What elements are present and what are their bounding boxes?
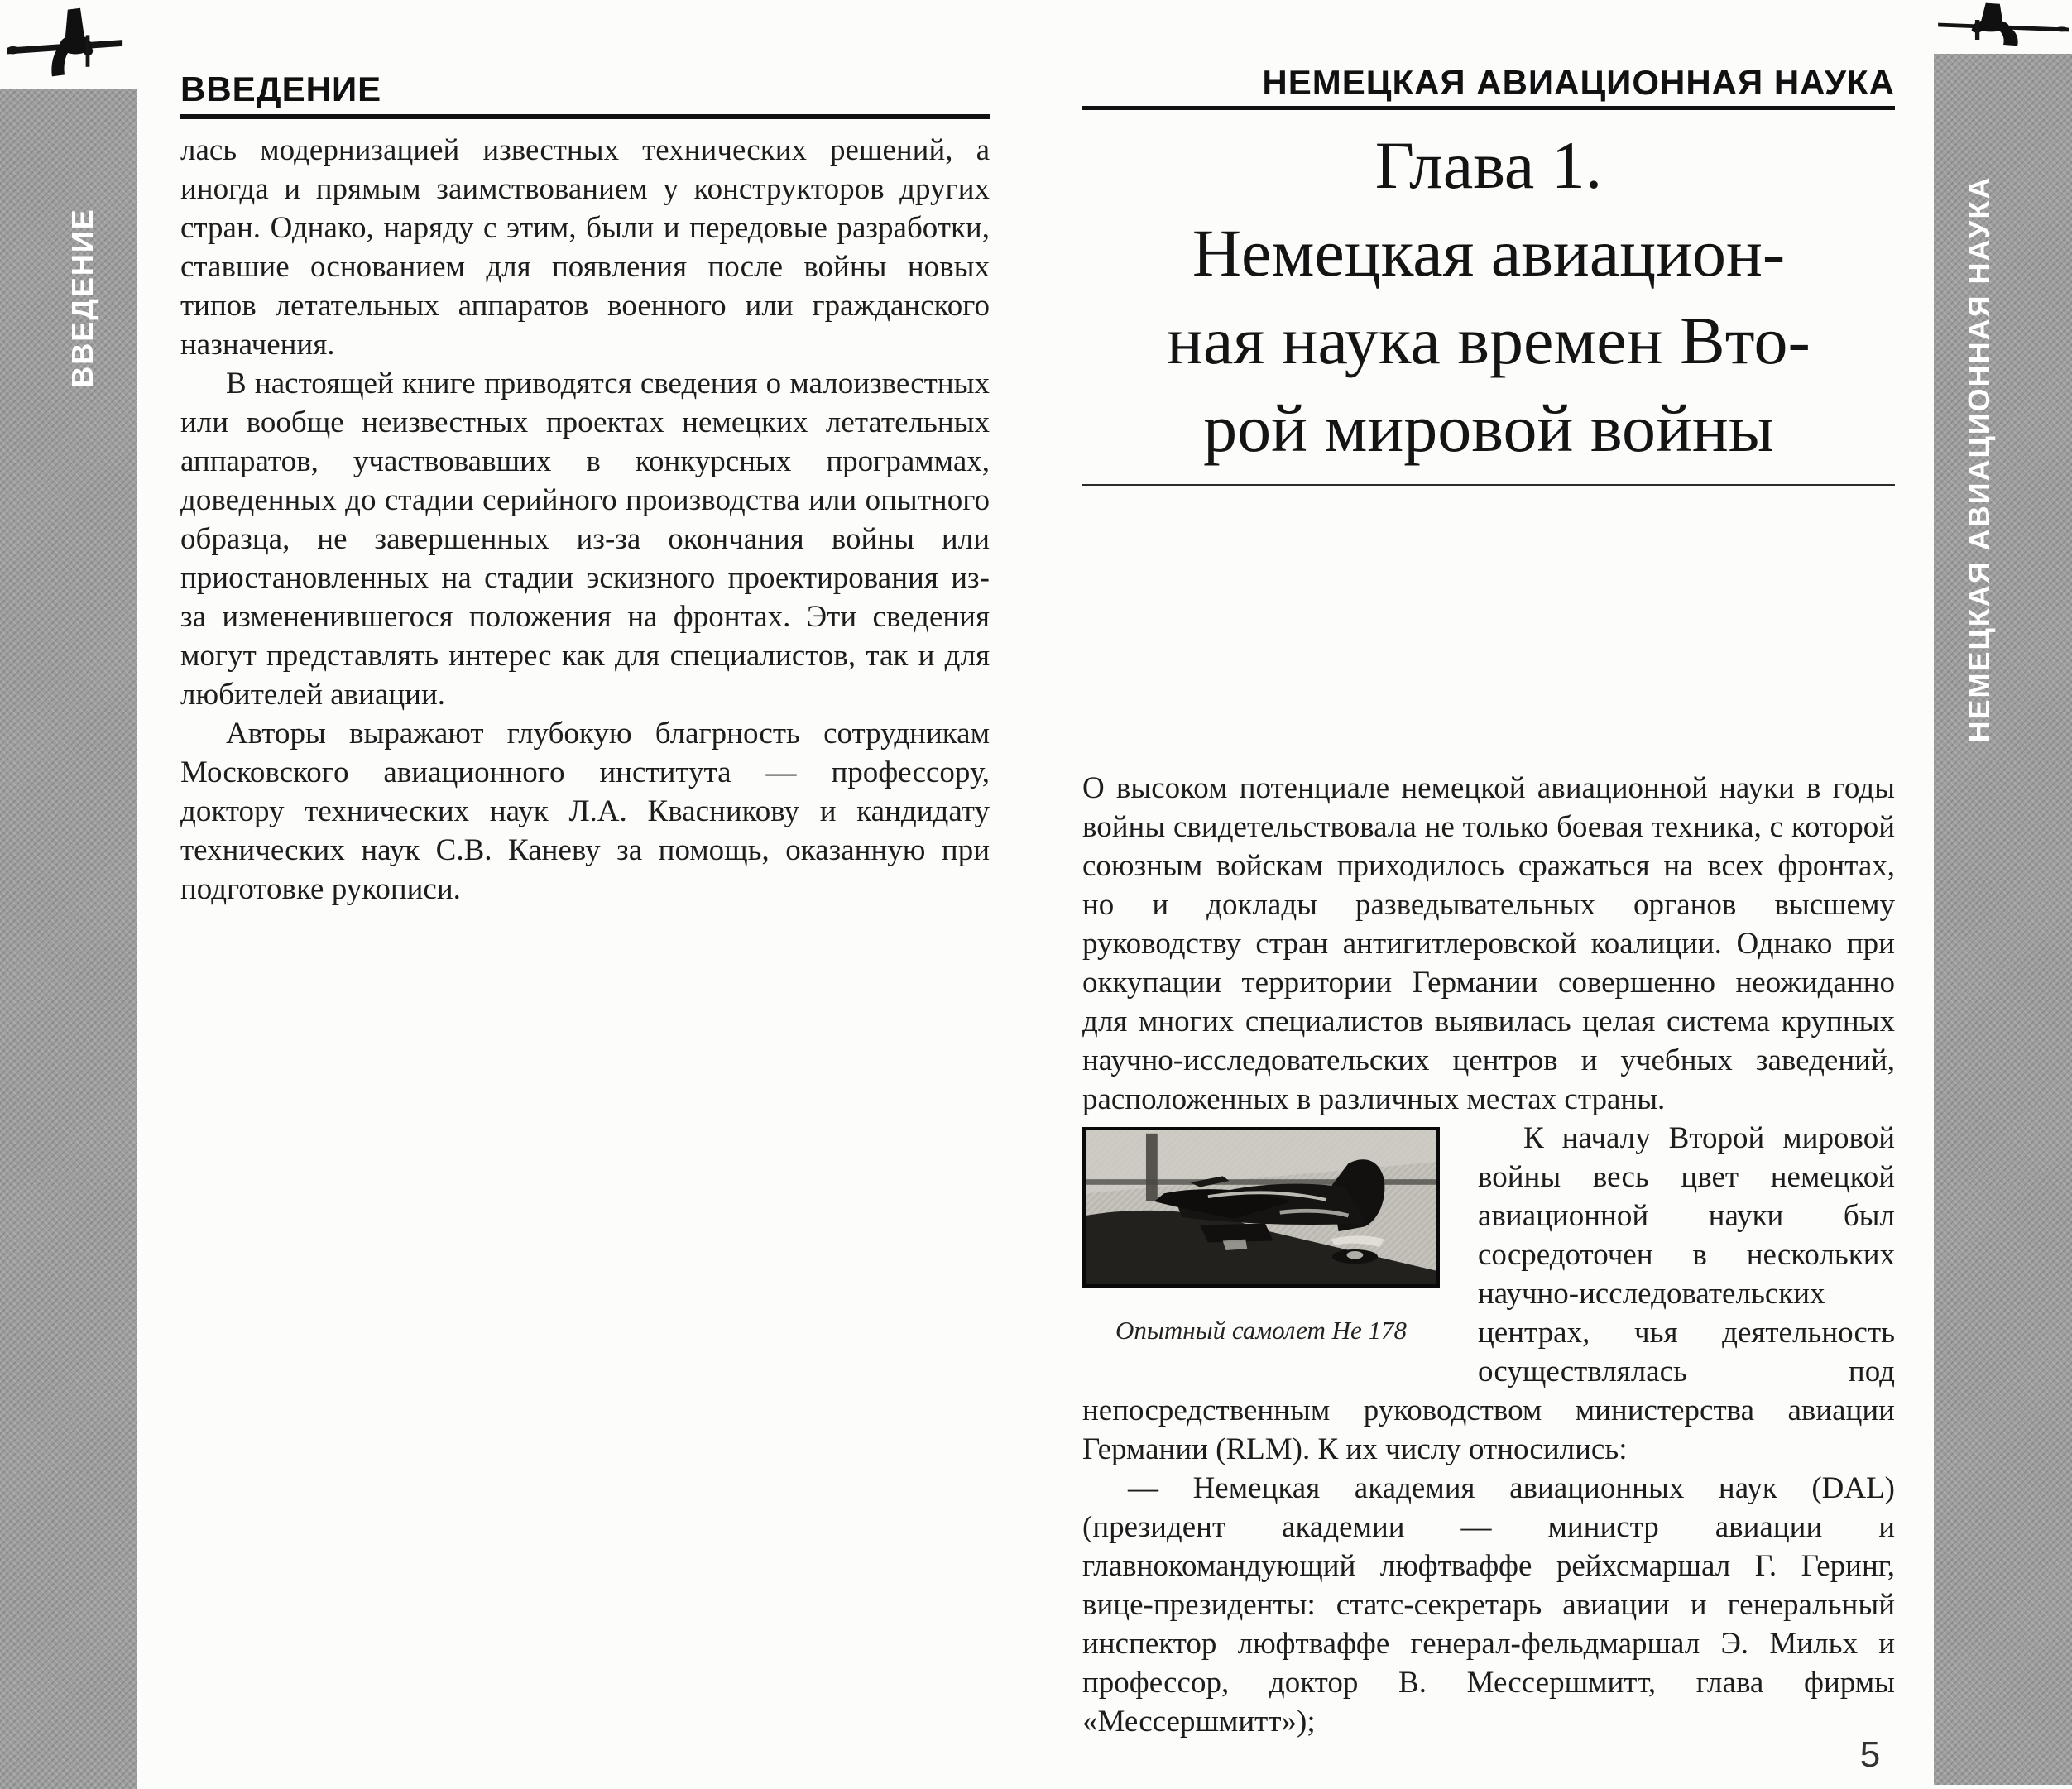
right-paragraph-wartime: К началу Второй мировой войны весь цвет немецкой авиационной науки был сосредоточен в нескольких научно-исследовательских центрах, чья деятельность осуществлялась под непосредственным руководством министерства авиации Германии (RLM). К их числу относились: [1082,1121,1895,1466]
left-paragraph-1: лась модернизацией известных технических решений, а иногда и прямым заимствованием у конструкторов других стран. Однако, наряду с этим, были и передовые разработки, ставшие основанием для появления после войны новых типов летательных аппаратов военного или гражданского назначения. [180,133,990,362]
left-running-header: ВВЕДЕНИЕ [180,70,382,108]
left-paragraph-2: В настоящей книге приводятся сведения о малоизвестных или вообще неизвестных проектах немецких летательных аппаратов, участвовавших в конкурсных программах, доведенных до стадии серийного производства или опытного образца, не завершенных из-за окончания войны или приостановленных на стадии эскизного проектирования из-за измененившегося положения на фронтах. Эти сведения могут представлять интерес как для специалистов, так и для любителей авиации. [180,367,990,712]
chapter-title [1082,122,1895,472]
left-paragraph-3: Авторы выражают глубокую благрность сотрудникам Московского авиационного института — профессору, доктору технических наук Л.А. Квасникову и кандидату технических наук С.В. Каневу за помощь, оказанную при подготовке рукописи. [180,717,990,906]
chapter-title-rule [1082,484,1895,486]
chapter-title-line: ная наука времен Вто- [1167,303,1811,378]
page-number: 5 [1859,1734,1881,1775]
left-sidebar-band [0,89,137,1789]
left-sidebar-label: ВВЕДЕНИЕ [65,208,99,388]
right-paragraph-dal: — Немецкая академия авиационных наук (DAL) (президент академии — министр авиации и главнокомандующий люфтваффе рейхсмаршал Г. Геринг, вице-президенты: статс-секретарь авиации и генеральный инспектор люфтваффе генерал-фельдмаршал Э. Мильх и профессор, доктор В. Мессершмитт, глава фирмы «Мессершмитт»); [1082,1471,1895,1739]
left-header-rule [180,114,990,119]
aircraft-photo [1082,1127,1440,1288]
airplane-icon [1936,0,2069,50]
right-header-rule [1082,106,1895,110]
right-sidebar-label: НЕМЕЦКАЯ АВИАЦИОННАЯ НАУКА [1962,175,1996,743]
airplane-icon [7,3,124,83]
left-page-column [180,71,990,909]
chapter-title-line: Глава 1. [1374,127,1603,203]
right-paragraph-intro: О высоком потенциале немецкой авиационной науки в годы войны свидетельствовала не только боевая техника, с которой союзным войскам приходилось сражаться на всех фронтах, но и доклады разведывательных органов высшему руководству стран антигитлеровской коалиции. Однако при оккупации территории Германии совершенно неожиданно для многих специалистов выявилась целая система крупных научно-исследовательских центров и учебных заведений, расположенных в различных местах страны. [1082,771,1895,1116]
chapter-title-line: рой мировой войны [1203,391,1774,466]
right-sidebar-band [1934,54,2072,1785]
right-running-header: НЕМЕЦКАЯ АВИАЦИОННАЯ НАУКА [1262,63,1895,102]
aircraft-photo-figure [1082,1127,1440,1345]
chapter-title-line: Немецкая авиацион- [1192,215,1786,290]
right-page-column [1082,65,1895,1741]
photo-caption: Опытный самолет He 178 [1115,1316,1408,1345]
